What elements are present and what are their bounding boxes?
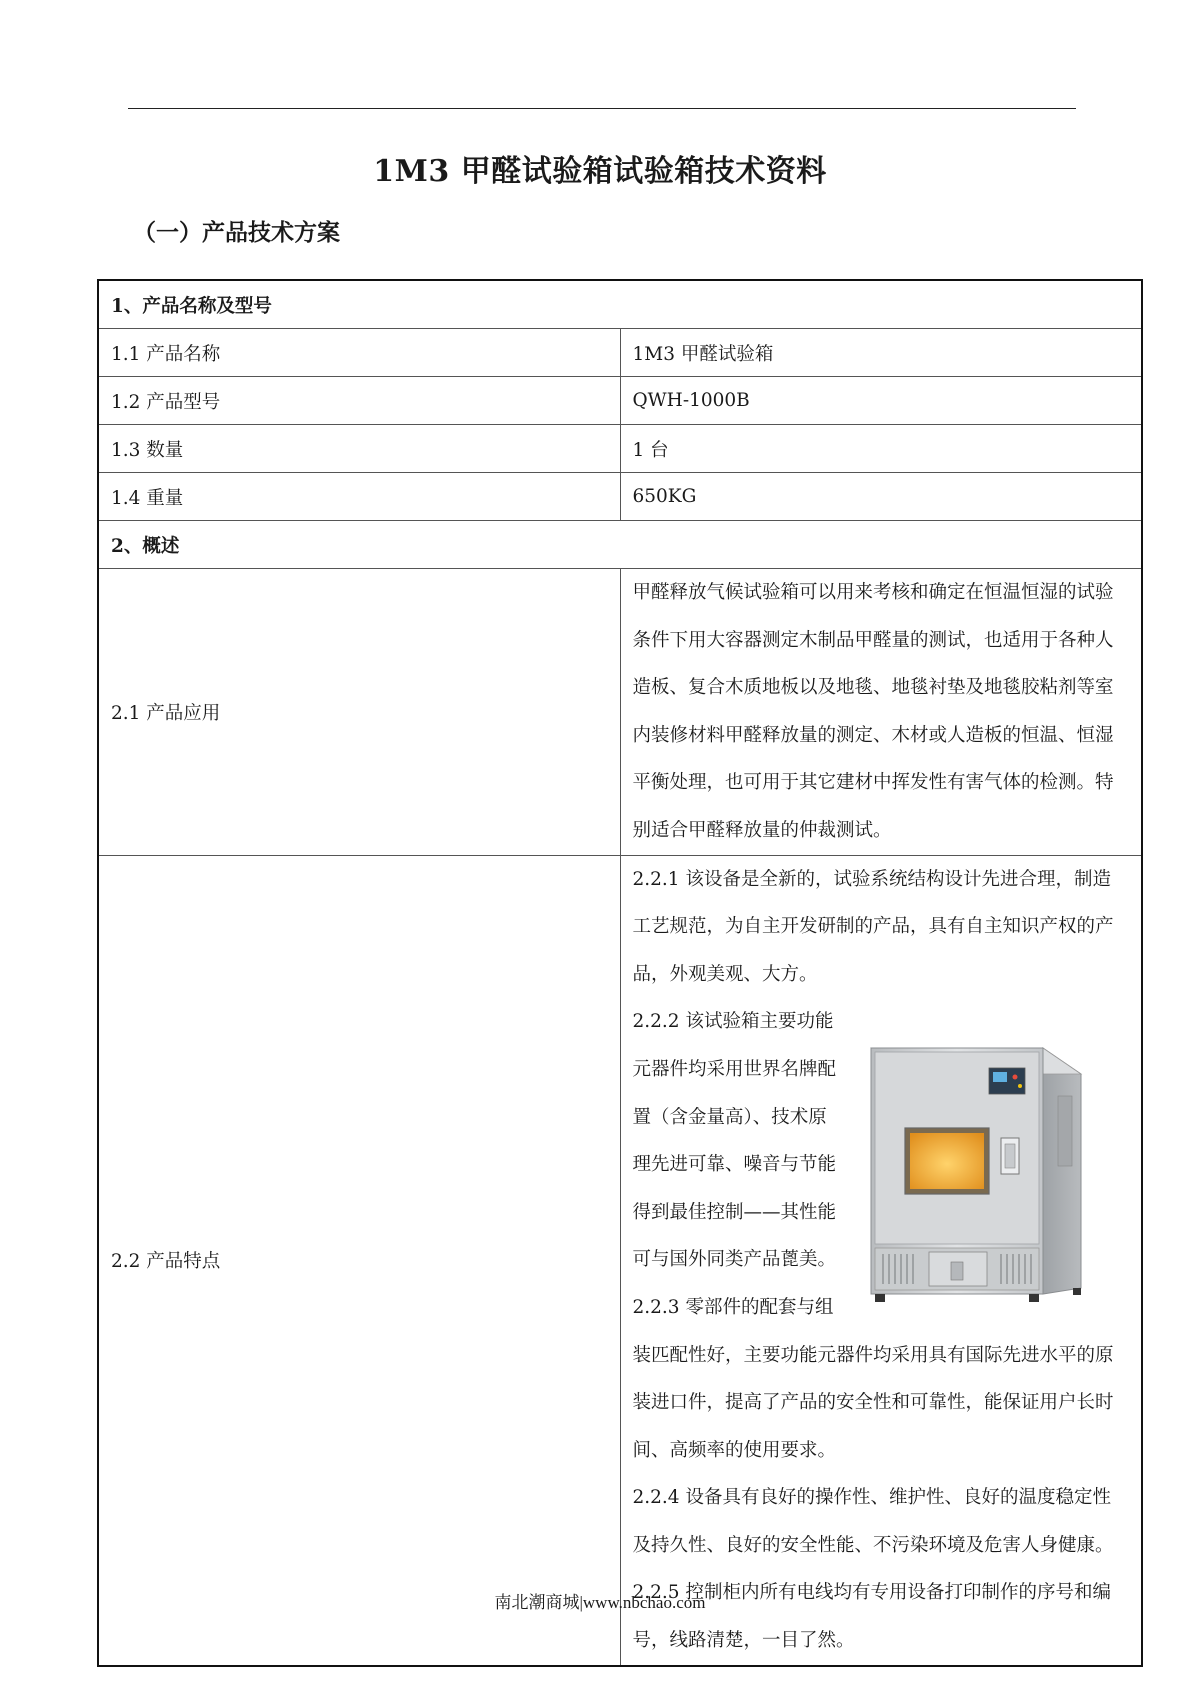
table-row — [98, 280, 1142, 329]
feature-item: 2.2.4 设备具有良好的操作性、维护性、良好的温度稳定性及持久性、良好的安全性能、不污染环境及危害人身健康。 — [632, 1487, 1114, 1556]
table-row — [98, 521, 1142, 569]
row-value: 650KG — [620, 473, 1142, 521]
section-heading: （一）产品技术方案 — [133, 219, 340, 246]
row-value: 1 台 — [620, 425, 1142, 473]
section-title-name-model: 1、产品名称及型号 — [98, 280, 1142, 329]
row-label: 1.2 产品型号 — [98, 377, 620, 425]
footer-text: 南北潮商城|www.nbchao.com — [494, 1593, 706, 1612]
row-label: 1.3 数量 — [98, 425, 620, 473]
row-value: 1M3 甲醛试验箱 — [620, 329, 1142, 377]
features-cell — [620, 855, 1142, 1666]
product-image — [853, 1026, 1121, 1326]
features-label: 2.2 产品特点 — [98, 855, 620, 1666]
document-title: 1M3 甲醛试验箱试验箱技术资料 — [373, 154, 827, 189]
features-text — [633, 856, 1130, 1665]
table-row — [98, 329, 1142, 377]
feature-item: 2.2.2 该试验箱主要功能元器件均采用世界名牌配置（含金量高）、技术原理先进可靠、噪音与节能得到最佳控制——其性能可与国外同类产品蓖美。 — [632, 1011, 837, 1271]
application-label: 2.1 产品应用 — [98, 569, 620, 856]
table-row — [98, 377, 1142, 425]
spec-table — [97, 279, 1143, 1667]
table-row — [98, 569, 1142, 856]
row-label: 1.1 产品名称 — [98, 329, 620, 377]
table-row — [98, 473, 1142, 521]
row-label: 1.4 重量 — [98, 473, 620, 521]
feature-item: 2.2.1 该设备是全新的，试验系统结构设计先进合理，制造工艺规范，为自主开发研制的产品，具有自主知识产权的产品，外观美观、大方。 — [632, 868, 1114, 985]
feature-item: 2.2.3 零部件的配套与组装匹配性好，主要功能元器件均采用具有国际先进水平的原装进口件，提高了产品的安全性和可靠性，能保证用户长时间、高频率的使用要求。 — [632, 1296, 1114, 1461]
header-rule — [128, 108, 1076, 109]
section-title-overview: 2、概述 — [98, 521, 1142, 569]
test-chamber-illustration — [853, 1026, 1121, 1326]
table-row — [98, 425, 1142, 473]
application-text: 甲醛释放气候试验箱可以用来考核和确定在恒温恒湿的试验条件下用大容器测定木制品甲醛量的测试，也适用于各种人造板、复合木质地板以及地毯、地毯衬垫及地毯胶粘剂等室内装修材料甲醛释放量的测定、木材或人造板的恒温、恒湿平衡处理，也可用于其它建材中挥发性有害气体的检测。特别适合甲醛释放量的仲裁测试。 — [620, 569, 1142, 856]
feature-item: 2.2.5 控制柜内所有电线均有专用设备打印制作的序号和编号，线路清楚，一目了然。 — [632, 1582, 1111, 1652]
table-row — [98, 855, 1142, 1666]
row-value: QWH-1000B — [620, 377, 1142, 425]
